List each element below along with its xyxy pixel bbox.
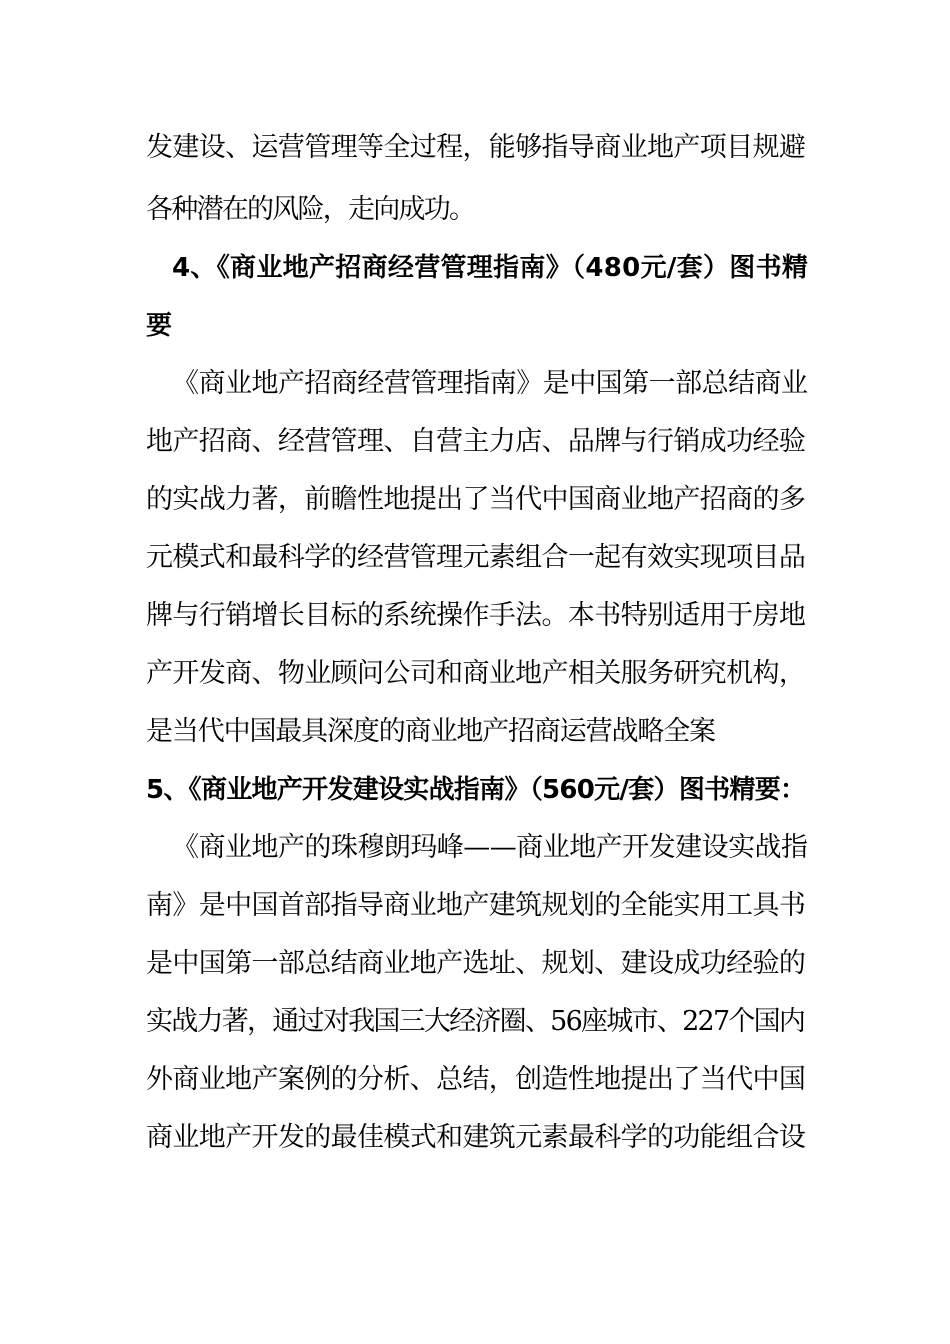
body-text-line: 外商业地产案例的分析、总结，创造性地提出了当代中国 [146,1064,806,1095]
section-heading-4: 4、《商业地产招商经营管理指南》（480元/套）图书精 [172,253,809,283]
body-text-line: 地产招商、经营管理、自营主力店、品牌与行销成功经验 [146,426,806,457]
body-text-line: 各种潜在的风险，走向成功。 [146,194,475,225]
section-heading-5: 5、《商业地产开发建设实战指南》（560元/套）图书精要： [146,775,806,805]
body-text-line: 实战力著，通过对我国三大经济圈、56座城市、227个国内 [146,1006,805,1037]
body-text-line: 《商业地产招商经营管理指南》是中国第一部总结商业 [172,368,808,399]
body-text-line: 是中国第一部总结商业地产选址、规划、建设成功经验的 [146,948,806,979]
body-text-line: 元模式和最科学的经营管理元素组合一起有效实现项目品 [146,542,806,573]
body-text-line: 牌与行销增长目标的系统操作手法。本书特别适用于房地 [146,600,806,631]
body-text-line: 的实战力著，前瞻性地提出了当代中国商业地产招商的多 [146,484,806,515]
body-text-line: 发建设、运营管理等全过程，能够指导商业地产项目规避 [146,132,806,163]
body-text-line: 产开发商、物业顾问公司和商业地产相关服务研究机构， [146,658,806,689]
body-text-line: 《商业地产的珠穆朗玛峰——商业地产开发建设实战指 [172,832,808,863]
section-heading-4-continued: 要 [146,311,173,341]
body-text-line: 是当代中国最具深度的商业地产招商运营战略全案 [146,716,715,747]
body-text-line: 南》是中国首部指导商业地产建筑规划的全能实用工具书 [146,890,806,921]
body-text-line: 商业地产开发的最佳模式和建筑元素最科学的功能组合设 [146,1122,806,1153]
